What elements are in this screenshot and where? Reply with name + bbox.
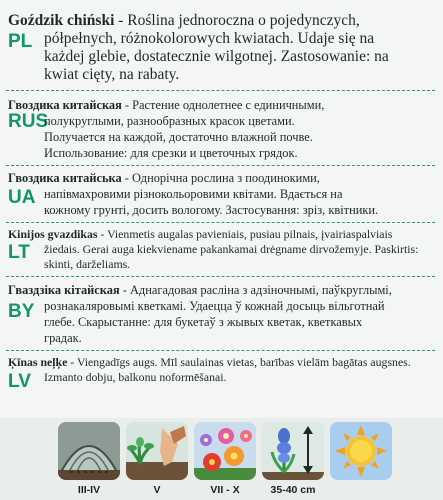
rus-line1: Гвоздика китайская - Растение однолетнее с единичными, — [8, 98, 325, 112]
lt-line3: skinti, darželiams. — [44, 257, 131, 271]
pl-line2: półpełnych, różnokolorowych kwiatach. Udaje się na — [44, 30, 375, 47]
ua-line2: напівмахровими різнокольоровими квітами. Вдається на — [44, 187, 343, 201]
rus-line3: Получается на каждой, достаточно влажной почве. — [44, 130, 313, 144]
divider — [6, 165, 435, 166]
lang-code-pl: PL — [8, 31, 33, 52]
sowing-cover-icon — [58, 422, 120, 480]
divider — [6, 350, 435, 351]
lang-code-lt: LT — [8, 242, 30, 263]
plant-month: V — [153, 484, 161, 496]
lv-line2: Izmanto dobju, balkonu noformēšanai. — [44, 370, 227, 384]
by-line2: рознакаляровымі кветкамі. Удаецца ў кожнай досыць вільготнай — [44, 299, 385, 313]
lang-code-rus: RUS — [8, 111, 49, 132]
cultivation-pictograms — [0, 418, 443, 500]
planting-icon — [126, 422, 188, 480]
plant-height-icon — [262, 422, 324, 480]
lt-name: Kinijos gvazdikas — [8, 227, 98, 241]
pl-line3: każdej glebie, dostatecznie wilgotnej. Zastosowanie: na — [44, 48, 389, 65]
divider — [6, 90, 435, 91]
lv-name: Ķīnas neļķe — [8, 355, 68, 369]
lang-code-by: BY — [8, 301, 35, 322]
pl-line4: kwiat cięty, na rabaty. — [44, 66, 180, 83]
ua-line3: кожному грунті, досить вологому. Застосування: зріз, квітники. — [44, 203, 379, 217]
lt-line2: žiedais. Gerai auga kiekviename pakankamai drėgname dirvožemyje. Paskirtis: — [44, 242, 419, 256]
lv-line1: Ķīnas neļķe - Viengadīgs augs. Mīl saulainas vietas, barības vielām bagātas augsnes. — [8, 355, 411, 369]
divider — [6, 276, 435, 277]
by-line4: градак. — [44, 331, 82, 345]
ua-line1: Гвоздика китайська - Однорічна рослина з поодинокими, — [8, 171, 320, 185]
pl-name: Goździk chiński — [8, 12, 115, 29]
by-name: Гваздзіка кітайская — [8, 283, 120, 297]
by-line3: глебе. Скарыстанне: для букетаў з жывых кветак, кветкавых — [44, 315, 363, 329]
rus-line4: Использование: для срезки и цветочных грядок. — [44, 146, 298, 160]
by-line1: Гваздзіка кітайская - Аднагадовая расліна з адзіночнымі, паўкруглымі, — [8, 283, 392, 297]
rus-line2: полукруглыми, разнообразных красок цветами. — [44, 114, 295, 128]
lang-code-lv: LV — [8, 371, 31, 392]
pl-line1: Goździk chiński - Roślina jednoroczna o pojedynczych, — [8, 12, 360, 29]
plant-height: 35-40 cm — [270, 484, 316, 496]
flowering-icon — [194, 422, 256, 480]
bloom-months: VII - X — [210, 484, 240, 496]
rus-name: Гвоздика китайская — [8, 98, 122, 112]
sun-icon — [330, 422, 392, 480]
sow-months: III-IV — [77, 484, 101, 496]
lt-line1: Kinijos gvazdikas - Vienmetis augalas pavieniais, pusiau pilnais, įvairiaspalviais — [8, 227, 393, 241]
lang-code-ua: UA — [8, 187, 36, 208]
ua-name: Гвоздика китайська — [8, 171, 122, 185]
divider — [6, 222, 435, 223]
